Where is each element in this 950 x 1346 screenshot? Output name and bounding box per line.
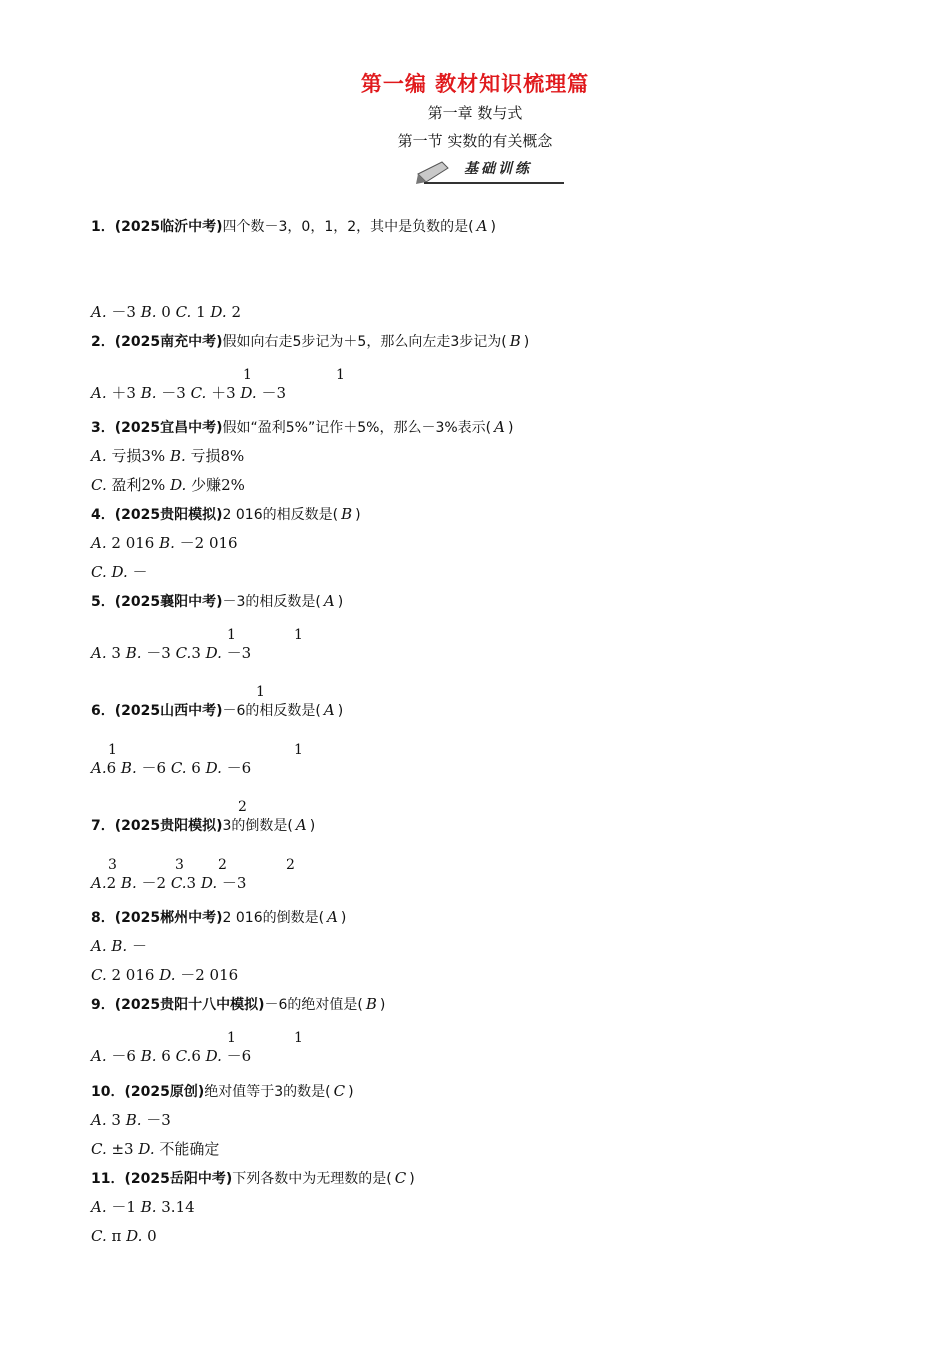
options-4b: C. D. － — [91, 563, 148, 581]
numerator: 1 — [336, 367, 345, 383]
answer: A — [295, 816, 307, 834]
options-8a: A. B. － — [91, 937, 147, 955]
numerator: 1 — [256, 684, 265, 700]
options-10a: A. 3 B. －3 — [91, 1111, 171, 1129]
page-title: 第一编 教材知识梳理篇 — [360, 71, 590, 96]
answer: A — [494, 418, 505, 436]
answer: B — [341, 505, 353, 523]
options-2: A. ＋3 B. －3 C. ＋3 D. －3 — [91, 384, 286, 402]
numerator: 3 — [108, 857, 117, 873]
question-1: 1．(2025临沂中考)四个数－3，0，1，2，其中是负数的是( A ) — [91, 217, 496, 235]
question-4: 4．(2025贵阳模拟)2 016的相反数是( B ) — [91, 505, 361, 523]
question-11: 11．(2025岳阳中考)下列各数中为无理数的是( C ) — [91, 1169, 415, 1187]
question-3: 3．(2025宜昌中考)假如“盈利5%”记作＋5%，那么－3%表示( A ) — [91, 418, 514, 436]
basic-training-badge — [414, 156, 566, 188]
numerator: 1 — [227, 1030, 236, 1046]
numerator: 2 — [218, 857, 227, 873]
question-9: 9．(2025贵阳十八中模拟)－6的绝对值是( B ) — [91, 995, 386, 1013]
question-7: 7．(2025贵阳模拟)3的倒数是( A ) — [91, 816, 316, 834]
options-11b: C. π D. 0 — [91, 1227, 157, 1245]
options-3a: A. 亏损3% B. 亏损8% — [91, 447, 245, 465]
badge-label: 基础训练 — [464, 161, 532, 177]
options-10b: C. ±3 D. 不能确定 — [91, 1140, 220, 1158]
answer: B — [509, 332, 521, 350]
numerator: 1 — [294, 742, 303, 758]
options-1: A. －3 B. 0 C. 1 D. 2 — [91, 303, 241, 321]
options-11a: A. －1 B. 3.14 — [91, 1198, 195, 1216]
numerator: 1 — [294, 1030, 303, 1046]
answer: A — [323, 592, 335, 610]
answer: A — [323, 701, 335, 719]
numerator: 1 — [243, 367, 252, 383]
numerator: 3 — [175, 857, 184, 873]
options-6: A.6 B. －6 C. 6 D. －6 — [91, 759, 252, 777]
question-6: 6．(2025山西中考)－6的相反数是( A ) — [91, 701, 344, 719]
numerator: 1 — [108, 742, 117, 758]
options-9: A. －6 B. 6 C.6 D. －6 — [91, 1047, 252, 1065]
question-2: 2．(2025南充中考)假如向右走5步记为＋5，那么向左走3步记为( B ) — [91, 332, 530, 350]
answer: A — [327, 908, 338, 926]
numerator: 1 — [294, 627, 303, 643]
numerator: 2 — [286, 857, 295, 873]
answer: A — [476, 217, 488, 235]
numerator: 2 — [238, 799, 247, 815]
question-5: 5．(2025襄阳中考)－3的相反数是( A ) — [91, 592, 344, 610]
options-7: A.2 B. －2 C.3 D. －3 — [91, 874, 247, 892]
options-8b: C. 2 016 D. －2 016 — [91, 966, 239, 984]
options-3b: C. 盈利2% D. 少赚2% — [91, 476, 245, 494]
numerator: 1 — [227, 627, 236, 643]
answer: C — [333, 1082, 346, 1100]
answer: B — [365, 995, 377, 1013]
options-5: A. 3 B. －3 C.3 D. －3 — [91, 644, 252, 662]
options-4a: A. 2 016 B. －2 016 — [91, 534, 238, 552]
answer: C — [394, 1169, 407, 1187]
question-8: 8．(2025郴州中考)2 016的倒数是( A ) — [91, 908, 347, 926]
question-10: 10．(2025原创)绝对值等于3的数是( C ) — [91, 1082, 354, 1100]
chapter-heading: 第一章 数与式 — [427, 104, 523, 122]
section-heading: 第一节 实数的有关概念 — [397, 132, 553, 150]
